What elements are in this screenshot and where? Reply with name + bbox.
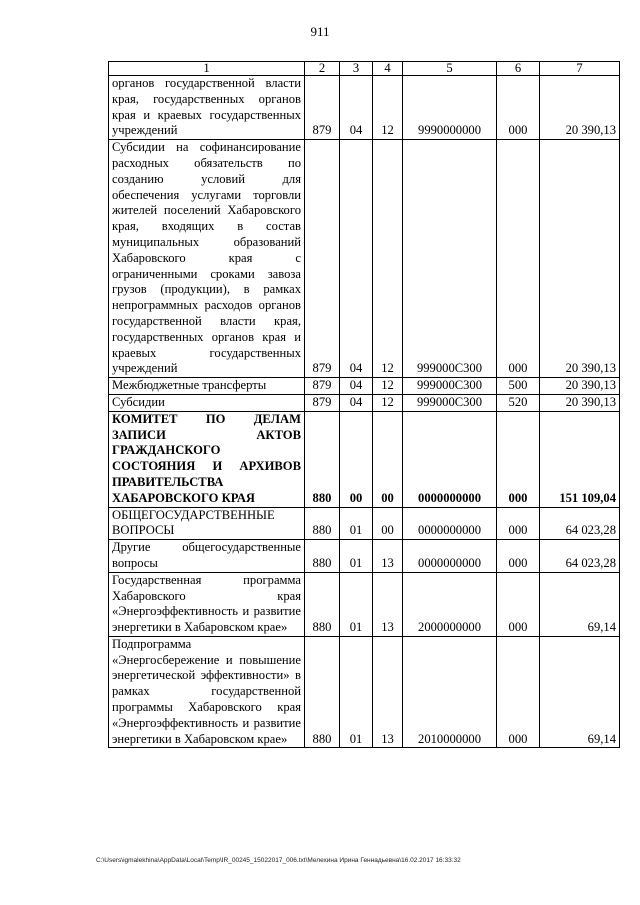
- row-name-cell: Подпрограмма «Энергосбережение и повышение энергетической эффективности» в рамках государственной программы Хабаровского края «Энергоэффективность и развитие энергетики в Хабаровском крае»: [109, 636, 305, 748]
- row-name-cell: Межбюджетные трансферты: [109, 378, 305, 395]
- header-cell: 7: [540, 62, 620, 76]
- row-rz-cell: 01: [340, 507, 373, 540]
- row-ved-cell: 879: [305, 140, 340, 378]
- row-vr-cell: 520: [497, 394, 540, 411]
- row-vr-cell: 500: [497, 378, 540, 395]
- row-sum-cell: 20 390,13: [540, 378, 620, 395]
- row-name-cell: органов государственной власти края, государственных органов края и краевых государственных учреждений: [109, 76, 305, 140]
- row-rz-cell: 04: [340, 378, 373, 395]
- row-ved-cell: 880: [305, 411, 340, 507]
- row-name-cell: КОМИТЕТ ПО ДЕЛАМ ЗАПИСИ АКТОВ ГРАЖДАНСКОГО СОСТОЯНИЯ И АРХИВОВ ПРАВИТЕЛЬСТВА ХАБАРОВСКОГО КРАЯ: [109, 411, 305, 507]
- row-ved-cell: 880: [305, 572, 340, 636]
- row-vr-cell: 000: [497, 76, 540, 140]
- row-sum-cell: 20 390,13: [540, 140, 620, 378]
- row-ved-cell: 880: [305, 540, 340, 573]
- row-csr-cell: 999000С300: [403, 378, 497, 395]
- row-csr-cell: 0000000000: [403, 540, 497, 573]
- row-csr-cell: 9990000000: [403, 76, 497, 140]
- row-pr-cell: 00: [373, 507, 403, 540]
- row-name-cell: Субсидии: [109, 394, 305, 411]
- row-sum-cell: 69,14: [540, 572, 620, 636]
- table-row: [109, 572, 620, 636]
- table-header-row: [109, 62, 620, 76]
- row-pr-cell: 13: [373, 540, 403, 573]
- header-cell: 1: [109, 62, 305, 76]
- page-number: 911: [310, 24, 330, 39]
- table-row: [109, 411, 620, 507]
- row-rz-cell: 01: [340, 572, 373, 636]
- row-csr-cell: 999000С300: [403, 140, 497, 378]
- row-sum-cell: 64 023,28: [540, 507, 620, 540]
- row-vr-cell: 000: [497, 572, 540, 636]
- row-csr-cell: 0000000000: [403, 411, 497, 507]
- row-rz-cell: 01: [340, 540, 373, 573]
- table-row: [109, 636, 620, 748]
- row-csr-cell: 2010000000: [403, 636, 497, 748]
- row-sum-cell: 20 390,13: [540, 394, 620, 411]
- table-row: [109, 378, 620, 395]
- row-ved-cell: 879: [305, 76, 340, 140]
- header-cell: 5: [403, 62, 497, 76]
- row-csr-cell: 0000000000: [403, 507, 497, 540]
- row-csr-cell: 2000000000: [403, 572, 497, 636]
- row-pr-cell: 13: [373, 572, 403, 636]
- row-vr-cell: 000: [497, 411, 540, 507]
- row-pr-cell: 13: [373, 636, 403, 748]
- row-name-cell: ОБЩЕГОСУДАРСТВЕННЫЕ ВОПРОСЫ: [109, 507, 305, 540]
- row-pr-cell: 12: [373, 140, 403, 378]
- row-pr-cell: 12: [373, 394, 403, 411]
- row-rz-cell: 04: [340, 394, 373, 411]
- row-vr-cell: 000: [497, 140, 540, 378]
- row-ved-cell: 880: [305, 507, 340, 540]
- row-pr-cell: 00: [373, 411, 403, 507]
- row-vr-cell: 000: [497, 636, 540, 748]
- row-sum-cell: 20 390,13: [540, 76, 620, 140]
- row-ved-cell: 880: [305, 636, 340, 748]
- row-vr-cell: 000: [497, 507, 540, 540]
- table-row: [109, 507, 620, 540]
- row-vr-cell: 000: [497, 540, 540, 573]
- row-rz-cell: 04: [340, 76, 373, 140]
- row-name-cell: Субсидии на софинансирование расходных обязательств по созданию условий для обеспечения услугами торговли жителей поселений Хабаровского края, входящих в состав муниципальных образований Хабаровского края с ограниченными сроками завоза грузов (продукции), в рамках непрограммных расходов органов государственной власти края, государственных органов края и краевых государственных учреждений: [109, 140, 305, 378]
- row-pr-cell: 12: [373, 76, 403, 140]
- row-ved-cell: 879: [305, 394, 340, 411]
- row-ved-cell: 879: [305, 378, 340, 395]
- row-sum-cell: 69,14: [540, 636, 620, 748]
- row-pr-cell: 12: [373, 378, 403, 395]
- budget-table: [108, 61, 620, 748]
- row-name-cell: Другие общегосударственные вопросы: [109, 540, 305, 573]
- header-cell: 6: [497, 62, 540, 76]
- row-rz-cell: 04: [340, 140, 373, 378]
- table-row: [109, 394, 620, 411]
- row-rz-cell: 01: [340, 636, 373, 748]
- table-row: [109, 540, 620, 573]
- table-row: [109, 76, 620, 140]
- header-cell: 3: [340, 62, 373, 76]
- row-sum-cell: 151 109,04: [540, 411, 620, 507]
- footer-file-path: C:\Users\igmalekhina\AppData\Local\Temp\IR_00245_15022017_006.txt\Мелехина Ирина Геннадьевна\16.02.2017 16:33:32: [96, 857, 461, 864]
- table-row: [109, 140, 620, 378]
- row-csr-cell: 999000С300: [403, 394, 497, 411]
- row-name-cell: Государственная программа Хабаровского края «Энергоэффективность и развитие энергетики в Хабаровском крае»: [109, 572, 305, 636]
- header-cell: 2: [305, 62, 340, 76]
- header-cell: 4: [373, 62, 403, 76]
- row-rz-cell: 00: [340, 411, 373, 507]
- row-sum-cell: 64 023,28: [540, 540, 620, 573]
